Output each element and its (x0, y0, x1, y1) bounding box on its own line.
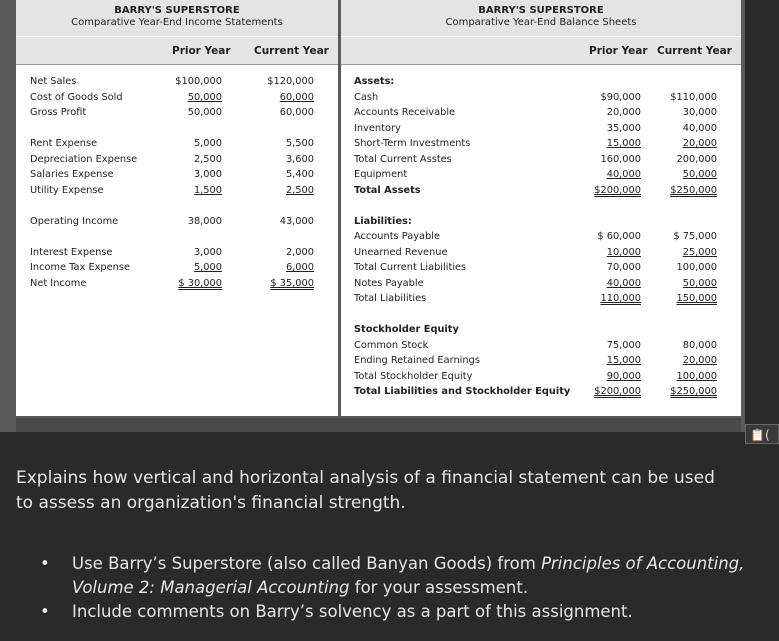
row-label: Assets: (354, 76, 395, 87)
statement-row (341, 90, 741, 105)
statement-row (16, 152, 338, 167)
row-value-current: 80,000 (682, 340, 717, 351)
bullet-dot-icon: • (40, 602, 50, 621)
row-value-prior: 20,000 (606, 107, 641, 118)
bullet-item (16, 600, 756, 624)
statement-row (16, 90, 338, 105)
row-label: Unearned Revenue (354, 247, 448, 258)
statement-row (341, 245, 741, 260)
row-value-prior: 40,000 (606, 278, 641, 289)
row-label: Total Assets (354, 185, 421, 196)
statement-row (16, 214, 338, 229)
row-label: Liabilities: (354, 216, 412, 227)
row-value-current: $ 75,000 (673, 231, 717, 242)
row-value-current: 40,000 (682, 123, 717, 134)
row-label: Ending Retained Earnings (354, 355, 480, 366)
statement-row (341, 183, 741, 198)
row-value-prior: 35,000 (606, 123, 641, 134)
row-value-current: 60,000 (279, 92, 314, 103)
statement-row (341, 214, 741, 229)
balance-sheet-panel (341, 0, 741, 416)
row-value-current: $ 35,000 (270, 278, 314, 289)
statement-row (341, 322, 741, 337)
row-label: Common Stock (354, 340, 429, 351)
income-col-current: Current Year (254, 45, 329, 57)
row-value-current: $110,000 (670, 92, 717, 103)
row-value-current: 200,000 (676, 154, 717, 165)
row-value-prior: $ 60,000 (597, 231, 641, 242)
row-value-prior: 5,000 (193, 138, 222, 149)
row-value-current: 60,000 (279, 107, 314, 118)
statement-row (341, 369, 741, 384)
row-value-prior: 2,500 (193, 154, 222, 165)
bullet1-book-title: Principles of Accounting, Volume 2: Managerial Accounting (72, 554, 745, 597)
row-value-current: $120,000 (267, 76, 314, 87)
row-value-current: $250,000 (670, 386, 717, 397)
row-value-current: 2,500 (285, 185, 314, 196)
row-label: Accounts Receivable (354, 107, 456, 118)
row-label: Interest Expense (30, 247, 113, 258)
row-label: Rent Expense (30, 138, 98, 149)
assignment-prompt (16, 466, 736, 516)
row-label: Gross Profit (30, 107, 87, 118)
balance-company-name: BARRY'S SUPERSTORE (478, 5, 604, 16)
statement-row (16, 74, 338, 89)
row-value-current: 3,600 (285, 154, 314, 165)
statement-row (16, 276, 338, 291)
row-value-prior: 75,000 (606, 340, 641, 351)
row-label: Salaries Expense (30, 169, 114, 180)
statement-row (341, 353, 741, 368)
statement-row (341, 260, 741, 275)
bullet-item (16, 552, 756, 600)
row-value-current: 100,000 (676, 262, 717, 273)
row-value-prior: 3,000 (193, 169, 222, 180)
row-value-prior: 70,000 (606, 262, 641, 273)
statement-row (341, 121, 741, 136)
row-value-prior: 38,000 (187, 216, 222, 227)
row-value-current: 43,000 (279, 216, 314, 227)
statement-row (341, 105, 741, 120)
row-value-current: 150,000 (676, 293, 717, 304)
statement-row (341, 291, 741, 306)
bullet2-text: Include comments on Barry’s solvency as a part of this assignment. (72, 602, 633, 621)
row-value-prior: 10,000 (606, 247, 641, 258)
income-company-name: BARRY'S SUPERSTORE (114, 5, 240, 16)
row-value-current: $250,000 (670, 185, 717, 196)
row-value-prior: 3,000 (193, 247, 222, 258)
statement-row (16, 167, 338, 182)
bullet1-text-a: Use Barry’s Superstore (also called Banyan Goods) from (72, 554, 542, 573)
row-value-prior: 15,000 (606, 355, 641, 366)
balance-col-current: Current Year (657, 45, 732, 57)
row-value-prior: $90,000 (600, 92, 641, 103)
row-value-prior: $100,000 (175, 76, 222, 87)
row-label: Total Stockholder Equity (354, 371, 473, 382)
balance-sheet-header (341, 0, 741, 36)
balance-col-prior: Prior Year (589, 45, 648, 57)
row-label: Inventory (354, 123, 401, 134)
row-label: Stockholder Equity (354, 324, 459, 335)
row-label: Equipment (354, 169, 408, 180)
statement-row (341, 167, 741, 182)
row-label: Income Tax Expense (30, 262, 131, 273)
statement-row (341, 74, 741, 89)
statement-row (341, 136, 741, 151)
statement-row (341, 384, 741, 399)
row-value-prior: 90,000 (606, 371, 641, 382)
row-value-prior: 40,000 (606, 169, 641, 180)
statement-row (16, 105, 338, 120)
row-value-current: 5,400 (285, 169, 314, 180)
row-label: Cash (354, 92, 379, 103)
row-label: Notes Payable (354, 278, 424, 289)
row-label: Accounts Payable (354, 231, 441, 242)
statement-row (16, 183, 338, 198)
row-label: Net Income (30, 278, 87, 289)
row-value-current: 5,500 (285, 138, 314, 149)
row-value-current: 30,000 (682, 107, 717, 118)
row-label: Operating Income (30, 216, 119, 227)
balance-column-headers (341, 37, 741, 65)
balance-sheet-title: Comparative Year-End Balance Sheets (445, 17, 637, 28)
row-value-prior: 160,000 (600, 154, 641, 165)
statement-row (341, 338, 741, 353)
row-value-current: 6,000 (285, 262, 314, 273)
statement-row (341, 229, 741, 244)
assignment-bullets (16, 552, 756, 624)
prompt-text: Explains how vertical and horizontal analysis of a financial statement can be used to assess an organization's financial strength. (16, 468, 715, 513)
row-label: Utility Expense (30, 185, 104, 196)
statement-row (341, 276, 741, 291)
row-label: Depreciation Expense (30, 154, 138, 165)
income-statement-panel (16, 0, 338, 416)
row-value-prior: 50,000 (187, 92, 222, 103)
row-value-current: 50,000 (682, 169, 717, 180)
row-label: Short-Term Investments (354, 138, 471, 149)
row-value-current: 50,000 (682, 278, 717, 289)
income-col-prior: Prior Year (172, 45, 231, 57)
row-value-current: 20,000 (682, 138, 717, 149)
row-value-current: 20,000 (682, 355, 717, 366)
income-column-headers (16, 37, 338, 65)
row-label: Total Current Liabilities (354, 262, 467, 273)
income-statement-title: Comparative Year-End Income Statements (71, 17, 283, 28)
bullet1-text-b: for your assessment. (349, 578, 529, 597)
bullet-dot-icon: • (40, 554, 50, 573)
row-value-prior: $200,000 (594, 386, 641, 397)
horizontal-scrollbar[interactable] (16, 418, 741, 432)
row-value-prior: 1,500 (193, 185, 222, 196)
row-value-current: 2,000 (285, 247, 314, 258)
row-value-current: 25,000 (682, 247, 717, 258)
row-label: Total Current Asstes (354, 154, 452, 165)
statement-row (16, 245, 338, 260)
row-label: Cost of Goods Sold (30, 92, 123, 103)
row-label: Net Sales (30, 76, 77, 87)
row-label: Total Liabilities and Stockholder Equity (354, 386, 571, 397)
row-value-prior: 5,000 (193, 262, 222, 273)
statement-row (341, 152, 741, 167)
income-statement-header (16, 0, 338, 36)
row-value-prior: 15,000 (606, 138, 641, 149)
row-value-prior: $ 30,000 (178, 278, 222, 289)
copy-icon[interactable]: 📋( (745, 424, 779, 444)
statement-row (16, 136, 338, 151)
row-value-prior: 50,000 (187, 107, 222, 118)
row-value-current: 100,000 (676, 371, 717, 382)
statement-row (16, 260, 338, 275)
row-value-prior: $200,000 (594, 185, 641, 196)
row-label: Total Liabilities (354, 293, 427, 304)
row-value-prior: 110,000 (600, 293, 641, 304)
